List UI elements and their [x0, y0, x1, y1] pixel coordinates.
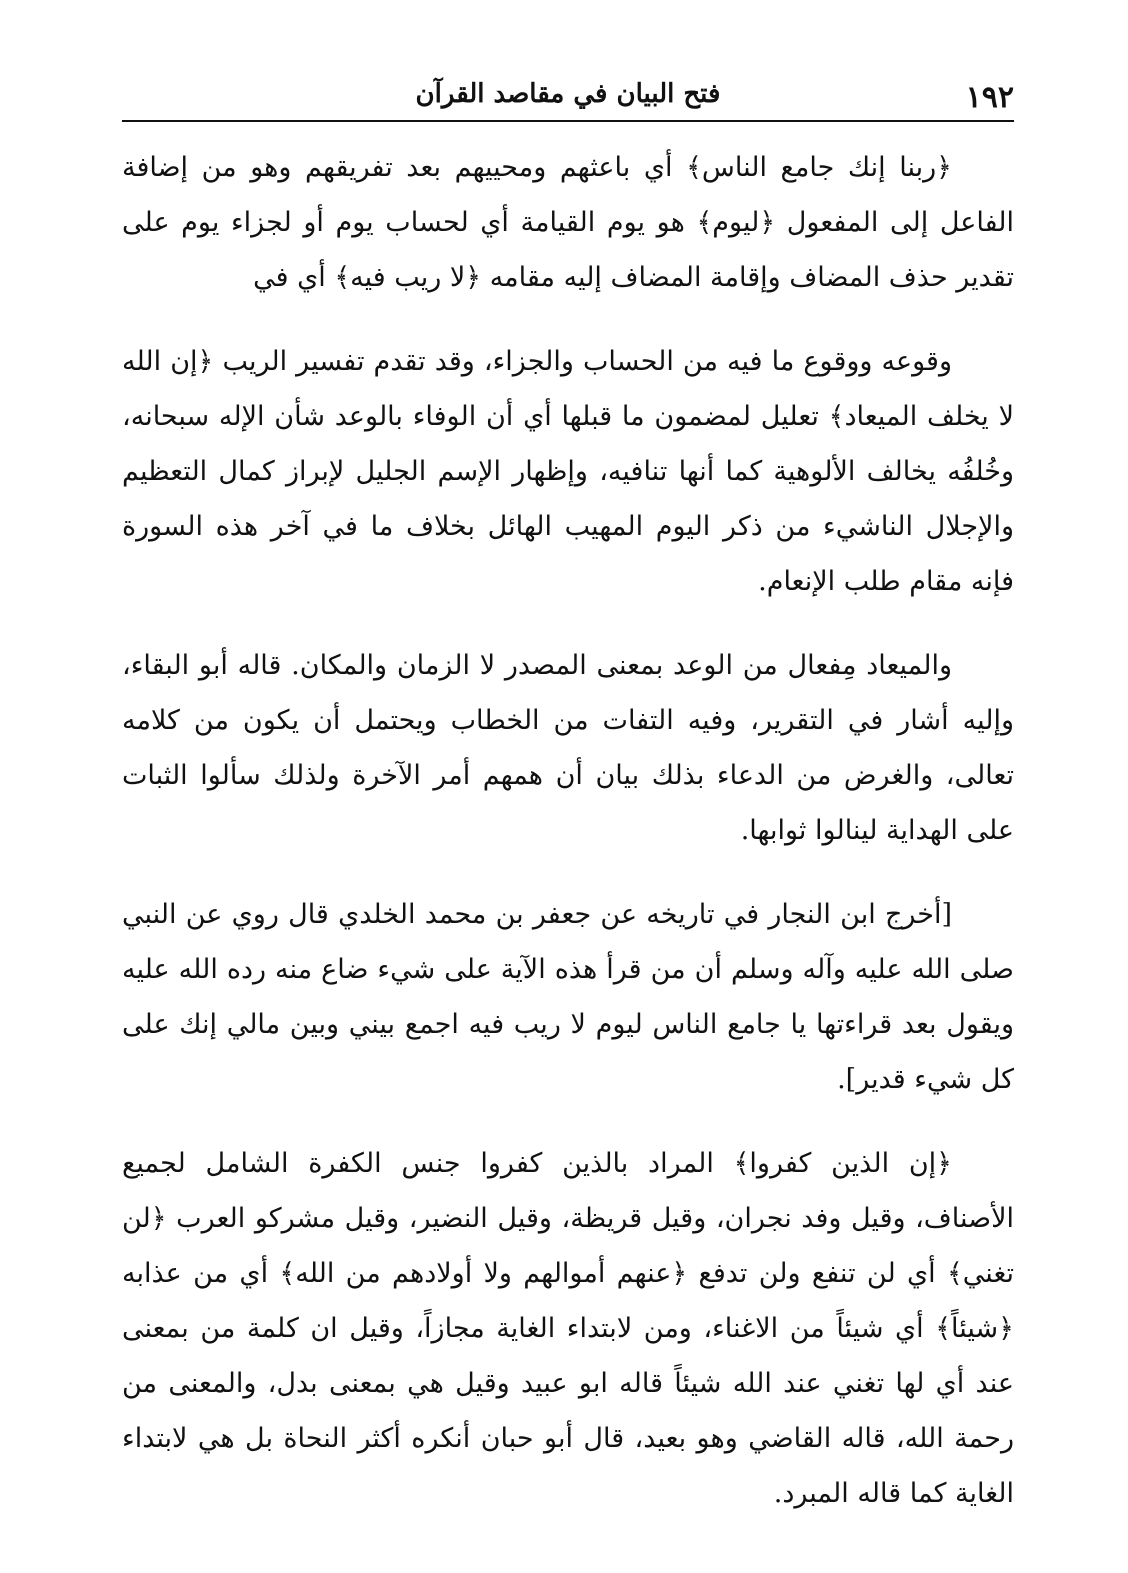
paragraph-2: وقوعه ووقوع ما فيه من الحساب والجزاء، وقد تقدم تفسير الريب ﴿إن الله لا يخلف الميعاد﴾ تعليل لمضمون ما قبلها أي أن الوفاء بالوعد شأن الإله سبحانه، وخُلفُه يخالف الألوهية كما أنها تنافيه، وإظهار الإسم الجليل لإبراز كمال التعظيم والإجلال الناشيء من ذكر اليوم المهيب الهائل بخلاف ما في آخر هذه السورة فإنه مقام طلب الإنعام. — [122, 346, 1014, 597]
paragraph-1: ﴿ربنا إنك جامع الناس﴾ أي باعثهم ومحييهم بعد تفريقهم وهو من إضافة الفاعل إلى المفعول ﴿ليوم﴾ هو يوم القيامة أي لحساب يوم أو لجزاء يوم على تقدير حذف المضاف وإقامة المضاف إليه مقامه ﴿لا ريب فيه﴾ أي في — [122, 152, 1014, 293]
running-header — [122, 60, 1014, 122]
paragraph-3: والميعاد مِفعال من الوعد بمعنى المصدر لا الزمان والمكان. قاله أبو البقاء، وإليه أشار في التقرير، وفيه التفات من الخطاب ويحتمل أن يكون من كلامه تعالى، والغرض من الدعاء بذلك بيان أن همهم أمر الآخرة ولذلك سألوا الثبات على الهداية لينالوا ثوابها. — [122, 650, 1014, 846]
paragraph-4: [أخرج ابن النجار في تاريخه عن جعفر بن محمد الخلدي قال روي عن النبي صلى الله عليه وآله وسلم أن من قرأ هذه الآية على شيء ضاع منه رده الله عليه ويقول بعد قراءتها يا جامع الناس ليوم لا ريب فيه اجمع بيني وبين مالي إنك على كل شيء قدير]. — [122, 899, 1014, 1095]
book-title: فتح البيان في مقاصد القرآن — [415, 79, 721, 109]
page-body — [122, 140, 1014, 1550]
paragraph-5: ﴿إن الذين كفروا﴾ المراد بالذين كفروا جنس الكفرة الشامل لجميع الأصناف، وقيل وفد نجران، وقيل قريظة، وقيل النضير، وقيل مشركو العرب ﴿لن تغني﴾ أي لن تنفع ولن تدفع ﴿عنهم أموالهم ولا أولادهم من الله﴾ أي من عذابه ﴿شيئاً﴾ أي شيئاً من الاغناء، ومن لابتداء الغاية مجازاً، وقيل ان كلمة من بمعنى عند أي لها تغني عند الله شيئاً قاله ابو عبيد وقيل هي بمعنى بدل، والمعنى من رحمة الله، قاله القاضي وهو بعيد، قال أبو حبان أنكره أكثر النحاة بل هي لابتداء الغاية كما قاله المبرد. — [122, 1148, 1014, 1509]
page-number: ١٩٢ — [965, 80, 1014, 115]
